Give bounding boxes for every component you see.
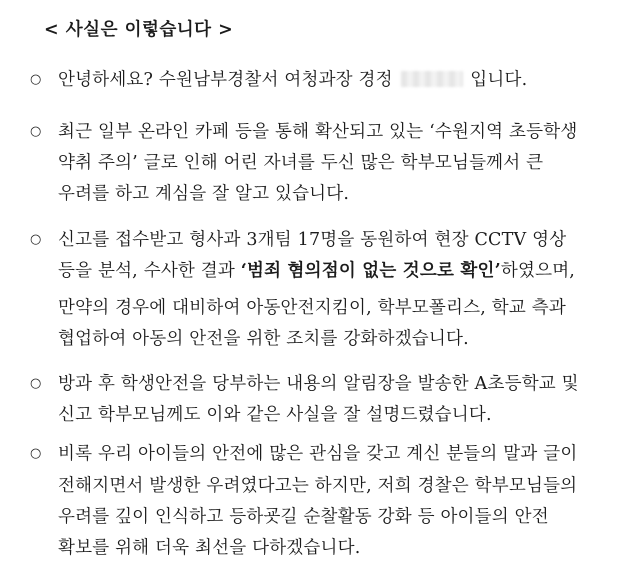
- item-5-line-1: 비록 우리 아이들의 안전에 많은 관심을 갖고 계신 분들의 말과 글이: [58, 444, 578, 464]
- item-3-line-2: [58, 257, 575, 282]
- item-3-text-b: 하였으며,: [500, 261, 576, 281]
- item-3-line-1: 신고를 접수받고 형사과 3개팀 17명을 동원하여 현장 CCTV 영상: [58, 230, 567, 250]
- item-5-line-3: 우려를 깊이 인식하고 등하굣길 순찰활동 강화 등 아이들의 안전: [58, 507, 549, 527]
- item-2-line-2: 약취 주의’ 글로 인해 어린 자녀를 두신 많은 학부모님들께서 큰: [58, 153, 544, 173]
- item-1-text-b: 입니다.: [470, 70, 528, 90]
- item-1-line-1: [58, 66, 527, 91]
- item-5-line-2: 전해지면서 발생한 우려였다고는 하지만, 저희 경찰은 학부모님들의: [58, 476, 578, 496]
- bullet-icon: ○: [30, 72, 42, 87]
- item-2-line-1: 최근 일부 온라인 카페 등을 통해 확산되고 있는 ‘수원지역 초등학생: [58, 122, 578, 142]
- item-3-emphasis: ‘범죄 혐의점이 없는 것으로 확인’: [240, 261, 501, 281]
- item-3-line-3: 만약의 경우에 대비하여 아동안전지킴이, 학부모폴리스, 학교 측과: [58, 298, 566, 318]
- item-1-text-a: 안녕하세요? 수원남부경찰서 여청과장 경정: [58, 70, 393, 90]
- bullet-icon: ○: [30, 376, 42, 391]
- redacted-name-blur: [401, 71, 463, 87]
- document-heading: < 사실은 이렇습니다 >: [44, 20, 234, 40]
- item-5-line-4: 확보를 위해 더욱 최선을 다하겠습니다.: [58, 538, 361, 558]
- bullet-icon: ○: [30, 232, 42, 247]
- item-4-line-1: 방과 후 학생안전을 당부하는 내용의 알림장을 발송한 A초등학교 및: [58, 374, 579, 394]
- item-4-line-2: 신고 학부모님께도 이와 같은 사실을 잘 설명드렸습니다.: [58, 405, 492, 425]
- item-3-line-4: 협업하여 아동의 안전을 위한 조치를 강화하겠습니다.: [58, 329, 469, 349]
- bullet-icon: ○: [30, 124, 42, 139]
- item-3-text-a: 등을 분석, 수사한 결과: [58, 261, 235, 281]
- bullet-icon: ○: [30, 446, 42, 461]
- item-2-line-3: 우려를 하고 계심을 잘 알고 있습니다.: [58, 184, 350, 204]
